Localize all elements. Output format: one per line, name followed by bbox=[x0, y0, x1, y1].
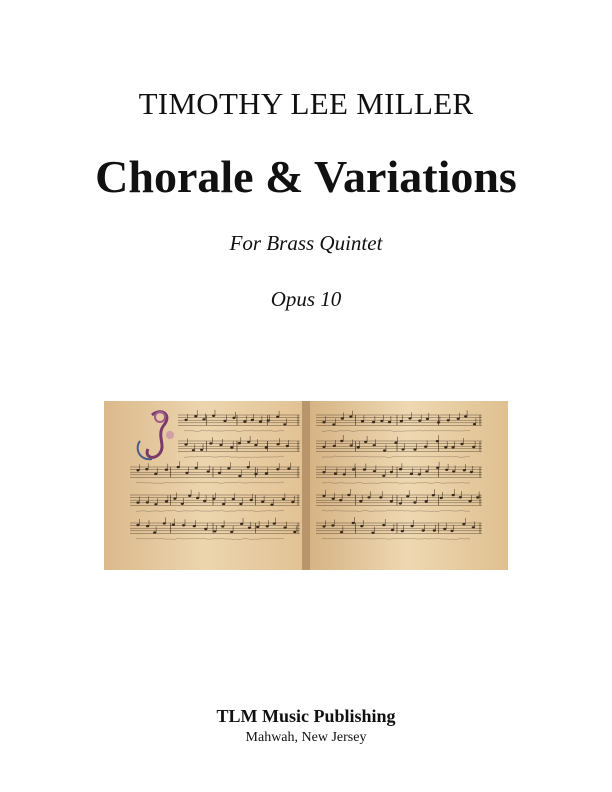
note-head bbox=[145, 468, 148, 470]
note-head bbox=[177, 466, 180, 468]
note-head bbox=[382, 475, 385, 477]
note-head bbox=[360, 525, 363, 527]
note-head bbox=[401, 530, 404, 532]
note-head bbox=[172, 524, 175, 526]
note-head bbox=[349, 415, 352, 417]
note-head bbox=[238, 475, 241, 477]
note-head bbox=[331, 524, 334, 526]
note-head bbox=[286, 445, 289, 447]
note-head bbox=[343, 473, 346, 475]
note-head bbox=[165, 500, 168, 502]
note-head bbox=[193, 525, 196, 527]
note-head bbox=[238, 442, 241, 444]
note-head bbox=[322, 525, 325, 527]
note-head bbox=[322, 471, 325, 473]
note-head bbox=[243, 420, 246, 422]
note-head bbox=[433, 529, 436, 531]
note-head bbox=[209, 442, 212, 444]
note-head bbox=[322, 446, 325, 448]
note-head bbox=[371, 532, 374, 534]
note-head bbox=[207, 470, 210, 472]
note-head bbox=[223, 420, 226, 422]
note-head bbox=[250, 499, 253, 501]
manuscript-illustration bbox=[104, 401, 508, 570]
note-head bbox=[219, 444, 222, 446]
note-head bbox=[154, 503, 157, 505]
note-head bbox=[476, 496, 479, 498]
note-head bbox=[472, 446, 475, 448]
book-spine bbox=[302, 401, 310, 570]
note-head bbox=[422, 529, 425, 531]
note-head bbox=[291, 501, 294, 503]
note-head bbox=[463, 469, 466, 471]
note-head bbox=[283, 423, 286, 425]
note-head bbox=[361, 420, 364, 422]
note-head bbox=[452, 494, 455, 496]
note-head bbox=[153, 531, 156, 533]
left-page bbox=[104, 401, 304, 570]
note-head bbox=[282, 498, 285, 500]
note-head bbox=[459, 496, 462, 498]
note-head bbox=[443, 528, 446, 530]
note-head bbox=[192, 449, 195, 451]
note-head bbox=[462, 523, 465, 525]
note-head bbox=[136, 524, 139, 526]
publisher-name: TLM Music Publishing bbox=[216, 706, 396, 726]
note-head bbox=[388, 421, 391, 423]
note-head bbox=[357, 446, 360, 448]
note-head bbox=[200, 449, 203, 451]
note-head bbox=[232, 417, 235, 419]
note-head bbox=[230, 446, 233, 448]
note-head bbox=[440, 497, 443, 499]
note-head bbox=[270, 504, 273, 506]
note-head bbox=[267, 419, 270, 421]
composer-name: TIMOTHY LEE MILLER bbox=[138, 86, 474, 121]
note-head bbox=[373, 470, 376, 472]
opus-number: Opus 10 bbox=[270, 287, 342, 311]
note-head bbox=[411, 525, 414, 527]
note-head bbox=[194, 415, 197, 417]
note-head bbox=[359, 500, 362, 502]
note-head bbox=[287, 468, 290, 470]
note-head bbox=[181, 503, 184, 505]
note-head bbox=[240, 523, 243, 525]
note-head bbox=[230, 531, 233, 533]
note-head bbox=[154, 473, 157, 475]
note-head bbox=[413, 501, 416, 503]
note-head bbox=[332, 423, 335, 425]
note-head bbox=[146, 501, 149, 503]
note-head bbox=[146, 525, 149, 527]
note-head bbox=[212, 415, 215, 417]
note-head bbox=[418, 473, 421, 475]
note-head bbox=[293, 531, 296, 533]
note-head bbox=[248, 527, 251, 529]
note-head bbox=[273, 522, 276, 524]
note-head bbox=[334, 473, 337, 475]
note-head bbox=[426, 418, 429, 420]
note-head bbox=[203, 500, 206, 502]
note-head bbox=[136, 501, 139, 503]
note-head bbox=[227, 467, 230, 469]
note-head bbox=[184, 419, 187, 421]
note-head bbox=[213, 530, 216, 532]
note-head bbox=[424, 446, 427, 448]
note-head bbox=[195, 467, 198, 469]
note-head bbox=[185, 472, 188, 474]
note-head bbox=[410, 473, 413, 475]
note-head bbox=[364, 441, 367, 443]
note-head bbox=[457, 418, 460, 420]
note-head bbox=[383, 449, 386, 451]
note-head bbox=[425, 500, 428, 502]
note-head bbox=[473, 423, 476, 425]
note-head bbox=[444, 446, 447, 448]
note-head bbox=[382, 524, 385, 526]
instrumentation-subtitle: For Brass Quintet bbox=[229, 231, 383, 255]
note-head bbox=[379, 496, 382, 498]
note-head bbox=[165, 469, 168, 471]
note-head bbox=[196, 497, 199, 499]
note-head bbox=[284, 526, 287, 528]
manuscript-score-image bbox=[104, 401, 508, 570]
note-head bbox=[464, 415, 467, 417]
note-head bbox=[340, 440, 343, 442]
note-head bbox=[202, 418, 205, 420]
note-head bbox=[222, 503, 225, 505]
note-head bbox=[221, 525, 224, 527]
note-head bbox=[399, 502, 402, 504]
note-head bbox=[390, 500, 393, 502]
note-head bbox=[452, 470, 455, 472]
note-head bbox=[256, 526, 259, 528]
note-head bbox=[418, 420, 421, 422]
note-head bbox=[163, 522, 166, 524]
note-head bbox=[391, 529, 394, 531]
note-head bbox=[400, 420, 403, 422]
note-head bbox=[350, 444, 353, 446]
note-head bbox=[399, 468, 402, 470]
note-head bbox=[447, 419, 450, 421]
note-head bbox=[251, 419, 254, 421]
note-head bbox=[436, 467, 439, 469]
note-head bbox=[413, 448, 416, 450]
right-page bbox=[308, 401, 508, 570]
note-head bbox=[254, 444, 257, 446]
note-head bbox=[432, 494, 435, 496]
note-head bbox=[136, 469, 139, 471]
note-head bbox=[372, 421, 375, 423]
note-head bbox=[332, 498, 335, 500]
note-head bbox=[204, 528, 207, 530]
note-head bbox=[232, 498, 235, 500]
note-head bbox=[184, 443, 187, 445]
note-head bbox=[266, 525, 269, 527]
note-head bbox=[254, 473, 257, 475]
note-head bbox=[452, 446, 455, 448]
note-head bbox=[470, 471, 473, 473]
note-head bbox=[425, 470, 428, 472]
note-head bbox=[276, 416, 279, 418]
note-head bbox=[406, 495, 409, 497]
note-head bbox=[472, 526, 475, 528]
note-head bbox=[367, 496, 370, 498]
note-head bbox=[333, 445, 336, 447]
note-head bbox=[340, 531, 343, 533]
note-head bbox=[218, 472, 221, 474]
note-head bbox=[373, 444, 376, 446]
note-head bbox=[445, 469, 448, 471]
note-head bbox=[469, 500, 472, 502]
note-head bbox=[339, 499, 342, 501]
note-head bbox=[188, 495, 191, 497]
note-head bbox=[352, 522, 355, 524]
note-head bbox=[408, 417, 411, 419]
note-head bbox=[247, 466, 250, 468]
publisher-location: Mahwah, New Jersey bbox=[245, 730, 367, 745]
note-head bbox=[341, 417, 344, 419]
note-head bbox=[259, 421, 262, 423]
note-head bbox=[380, 420, 383, 422]
note-head bbox=[322, 495, 325, 497]
work-title: Chorale & Variations bbox=[95, 151, 517, 202]
note-head bbox=[401, 448, 404, 450]
note-head bbox=[352, 468, 355, 470]
note-head bbox=[261, 501, 264, 503]
note-head bbox=[322, 421, 325, 423]
note-head bbox=[276, 468, 279, 470]
note-head bbox=[363, 468, 366, 470]
note-head bbox=[347, 494, 350, 496]
note-head bbox=[182, 524, 185, 526]
note-head bbox=[450, 530, 453, 532]
note-head bbox=[247, 441, 250, 443]
note-head bbox=[390, 471, 393, 473]
note-head bbox=[239, 503, 242, 505]
note-head bbox=[277, 443, 280, 445]
note-head bbox=[460, 443, 463, 445]
note-head bbox=[173, 497, 176, 499]
note-head bbox=[265, 472, 268, 474]
